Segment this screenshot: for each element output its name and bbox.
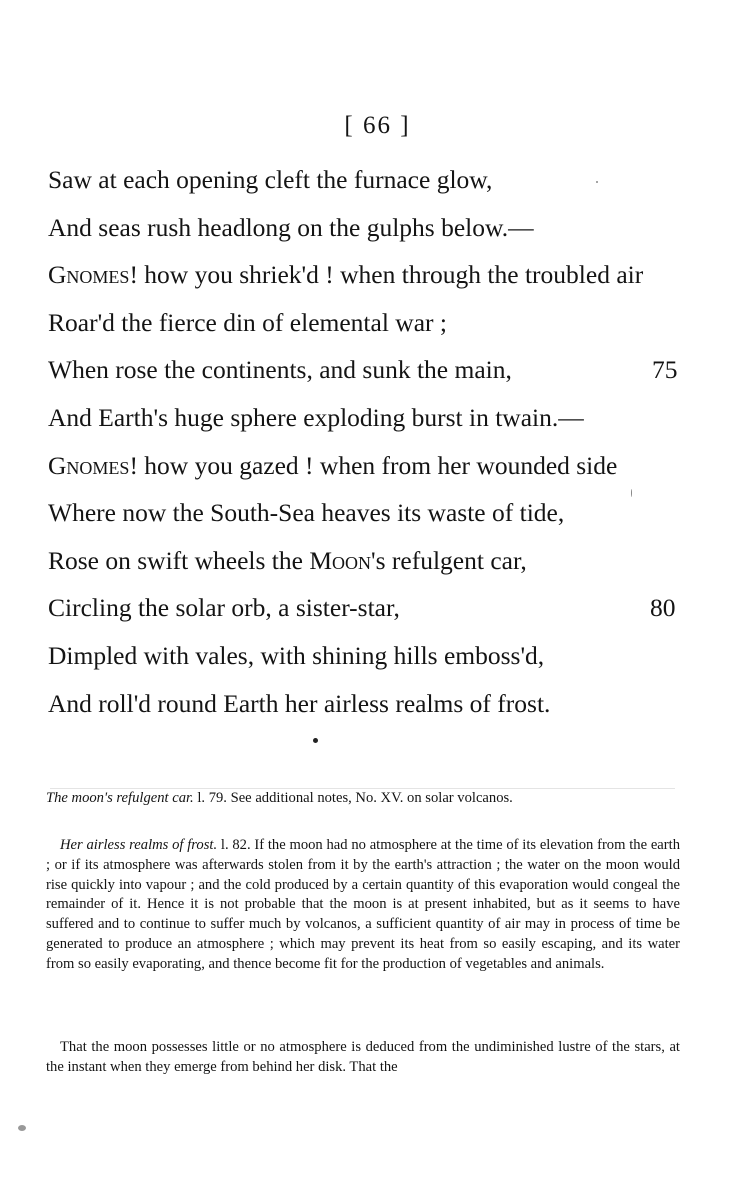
footnote-text: That the moon possesses little or no atmosphere is deduced from the undiminished lustre of the stars, at the instant when they emerge from behind her disk. That the	[46, 1039, 680, 1075]
verse-text: And seas rush headlong on the gulphs below.—	[48, 212, 534, 242]
footnote-lemma: Her airless realms of frost.	[60, 837, 218, 853]
verse-text: And roll'd round Earth her airless realms of frost.	[48, 688, 551, 718]
verse-text: Roar'd the fierce din of elemental war ;	[48, 307, 447, 337]
page-number: [ 66 ]	[344, 112, 411, 139]
verse-text: 's refulgent car,	[371, 545, 527, 575]
verse-line	[48, 394, 738, 442]
verse-line	[48, 584, 738, 632]
print-speck	[18, 1125, 26, 1131]
verse-line	[48, 632, 738, 680]
verse-line	[48, 299, 738, 347]
ornament-dot	[313, 738, 318, 743]
verse-line	[48, 204, 738, 252]
footnote-text: l. 79. See additional notes, No. XV. on solar volcanos.	[193, 790, 513, 806]
verse-small-caps: Gnomes	[48, 260, 130, 290]
verse-text: ! how you gazed ! when from her wounded side	[129, 450, 618, 480]
footnote	[46, 836, 680, 975]
line-number: 75	[652, 355, 678, 385]
print-speck	[631, 489, 632, 497]
verse-small-caps: Moon	[309, 545, 372, 575]
verse-line	[48, 537, 738, 585]
verse-line	[48, 442, 738, 490]
footnote	[46, 1038, 680, 1078]
verse-text: Dimpled with vales, with shining hills emboss'd,	[48, 640, 545, 670]
footnote	[46, 790, 680, 807]
print-speck	[596, 181, 598, 183]
verse-line	[48, 346, 738, 394]
verse-line	[48, 156, 738, 204]
verse-text: When rose the continents, and sunk the main,	[48, 355, 512, 385]
footnote-lemma: The moon's refulgent car.	[46, 790, 194, 806]
footnote-text: l. 82. If the moon had no atmosphere at the time of its elevation from the earth ; or if its atmosphere was afterwards stolen from it by the earth's attraction ; the water on the moon would rise quickly into vapour ; and the cold produced by a certain quantity of this evaporation would congeal the remainder of it. Hence it is not probable that the moon is at present inhabited, but as it seems to have suffered and to continue to suffer much by volcanos, a sufficient quantity of air may in process of time be generated to produce an atmosphere ; which may prevent its heat from so easily escaping, and its water from so easily evaporating, and thence become fit for the production of vegetables and animals.	[46, 837, 680, 972]
verse-text: Rose on swift wheels the	[48, 545, 310, 575]
verse-text: ! how you shriek'd ! when through the troubled air	[129, 260, 644, 290]
verse-line	[48, 251, 738, 299]
section-divider	[50, 788, 675, 789]
verse-text: Where now the South-Sea heaves its waste of tide,	[48, 498, 565, 528]
verse-text: And Earth's huge sphere exploding burst in twain.—	[48, 402, 584, 432]
poem-text	[48, 156, 738, 727]
verse-text: Circling the solar orb, a sister-star,	[48, 593, 400, 623]
verse-line	[48, 489, 738, 537]
verse-small-caps: Gnomes	[48, 450, 130, 480]
verse-line	[48, 680, 738, 728]
verse-text: Saw at each opening cleft the furnace glow,	[48, 165, 493, 194]
line-number: 80	[650, 593, 676, 623]
